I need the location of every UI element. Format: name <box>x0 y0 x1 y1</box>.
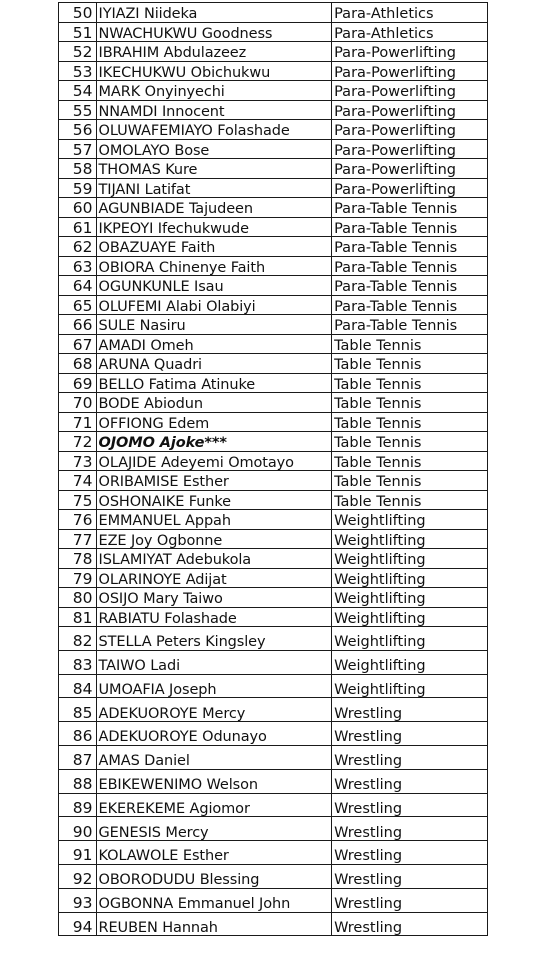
row-number: 74 <box>59 471 97 491</box>
table-row <box>59 42 488 62</box>
athlete-list-body <box>59 3 488 936</box>
row-number: 92 <box>59 864 97 888</box>
table-row <box>59 276 488 296</box>
athlete-name: GENESIS Mercy <box>96 817 332 841</box>
sport-event: Para-Powerlifting <box>332 42 488 62</box>
row-number: 58 <box>59 159 97 179</box>
athlete-name: EZE Joy Ogbonne <box>96 529 332 549</box>
table-row <box>59 139 488 159</box>
row-number: 54 <box>59 81 97 101</box>
row-number: 69 <box>59 373 97 393</box>
athlete-name: ARUNA Quadri <box>96 354 332 374</box>
athlete-name: OGBONNA Emmanuel John <box>96 888 332 912</box>
row-number: 51 <box>59 22 97 42</box>
row-number: 78 <box>59 549 97 569</box>
sport-event: Table Tennis <box>332 490 488 510</box>
row-number: 83 <box>59 650 97 674</box>
table-row <box>59 817 488 841</box>
sport-event: Para-Table Tennis <box>332 295 488 315</box>
row-number: 80 <box>59 588 97 608</box>
row-number: 76 <box>59 510 97 530</box>
table-row <box>59 698 488 722</box>
athlete-name: THOMAS Kure <box>96 159 332 179</box>
athlete-name: OSHONAIKE Funke <box>96 490 332 510</box>
sport-event: Wrestling <box>332 817 488 841</box>
sport-event: Table Tennis <box>332 393 488 413</box>
row-number: 72 <box>59 432 97 452</box>
athlete-name: IKECHUKWU Obichukwu <box>96 61 332 81</box>
row-number: 73 <box>59 451 97 471</box>
row-number: 64 <box>59 276 97 296</box>
table-row <box>59 159 488 179</box>
table-row <box>59 549 488 569</box>
sport-event: Weightlifting <box>332 510 488 530</box>
table-row <box>59 3 488 23</box>
athlete-name: ISLAMIYAT Adebukola <box>96 549 332 569</box>
sport-event: Table Tennis <box>332 334 488 354</box>
table-row <box>59 722 488 746</box>
table-row <box>59 373 488 393</box>
athlete-name: EMMANUEL Appah <box>96 510 332 530</box>
table-row <box>59 912 488 936</box>
row-number: 94 <box>59 912 97 936</box>
sport-event: Wrestling <box>332 793 488 817</box>
athlete-name: ADEKUOROYE Odunayo <box>96 722 332 746</box>
athlete-name: OFFIONG Edem <box>96 412 332 432</box>
athlete-name: ADEKUOROYE Mercy <box>96 698 332 722</box>
row-number: 89 <box>59 793 97 817</box>
sport-event: Weightlifting <box>332 607 488 627</box>
sport-event: Table Tennis <box>332 451 488 471</box>
row-number: 77 <box>59 529 97 549</box>
sport-event: Wrestling <box>332 769 488 793</box>
table-row <box>59 568 488 588</box>
sport-event: Wrestling <box>332 841 488 865</box>
row-number: 71 <box>59 412 97 432</box>
sport-event: Para-Powerlifting <box>332 100 488 120</box>
athlete-name: STELLA Peters Kingsley <box>96 627 332 651</box>
athlete-name: IBRAHIM Abdulazeez <box>96 42 332 62</box>
sport-event: Weightlifting <box>332 549 488 569</box>
table-row <box>59 217 488 237</box>
table-row <box>59 100 488 120</box>
sport-event: Para-Table Tennis <box>332 315 488 335</box>
row-number: 56 <box>59 120 97 140</box>
sport-event: Weightlifting <box>332 650 488 674</box>
table-row <box>59 432 488 452</box>
sport-event: Para-Table Tennis <box>332 198 488 218</box>
sport-event: Para-Powerlifting <box>332 178 488 198</box>
athlete-name: OMOLAYO Bose <box>96 139 332 159</box>
row-number: 86 <box>59 722 97 746</box>
athlete-name: OLAJIDE Adeyemi Omotayo <box>96 451 332 471</box>
row-number: 82 <box>59 627 97 651</box>
row-number: 65 <box>59 295 97 315</box>
athlete-name: NWACHUKWU Goodness <box>96 22 332 42</box>
row-number: 62 <box>59 237 97 257</box>
athlete-name: OGUNKUNLE Isau <box>96 276 332 296</box>
row-number: 57 <box>59 139 97 159</box>
sport-event: Para-Table Tennis <box>332 256 488 276</box>
table-row <box>59 627 488 651</box>
row-number: 85 <box>59 698 97 722</box>
table-row <box>59 315 488 335</box>
table-row <box>59 769 488 793</box>
sport-event: Wrestling <box>332 864 488 888</box>
sport-event: Table Tennis <box>332 373 488 393</box>
sport-event: Wrestling <box>332 698 488 722</box>
table-row <box>59 354 488 374</box>
row-number: 53 <box>59 61 97 81</box>
table-row <box>59 61 488 81</box>
athlete-name: NNAMDI Innocent <box>96 100 332 120</box>
row-number: 59 <box>59 178 97 198</box>
row-number: 81 <box>59 607 97 627</box>
row-number: 55 <box>59 100 97 120</box>
row-number: 68 <box>59 354 97 374</box>
athlete-name: TIJANI Latifat <box>96 178 332 198</box>
athlete-name: OLUFEMI Alabi Olabiyi <box>96 295 332 315</box>
athlete-name: AMADI Omeh <box>96 334 332 354</box>
sport-event: Para-Athletics <box>332 3 488 23</box>
athlete-name: TAIWO Ladi <box>96 650 332 674</box>
table-row <box>59 198 488 218</box>
sport-event: Wrestling <box>332 745 488 769</box>
table-row <box>59 451 488 471</box>
table-row <box>59 412 488 432</box>
sport-event: Wrestling <box>332 722 488 746</box>
sport-event: Table Tennis <box>332 471 488 491</box>
sport-event: Weightlifting <box>332 674 488 698</box>
row-number: 66 <box>59 315 97 335</box>
row-number: 60 <box>59 198 97 218</box>
row-number: 84 <box>59 674 97 698</box>
table-row <box>59 588 488 608</box>
sport-event: Table Tennis <box>332 412 488 432</box>
athlete-name: OBAZUAYE Faith <box>96 237 332 257</box>
sport-event: Table Tennis <box>332 432 488 452</box>
table-row <box>59 529 488 549</box>
athlete-list-table <box>58 2 488 936</box>
row-number: 75 <box>59 490 97 510</box>
table-row <box>59 295 488 315</box>
sport-event: Para-Powerlifting <box>332 139 488 159</box>
athlete-name: OSIJO Mary Taiwo <box>96 588 332 608</box>
sport-event: Para-Athletics <box>332 22 488 42</box>
table-row <box>59 393 488 413</box>
sport-event: Weightlifting <box>332 627 488 651</box>
table-row <box>59 888 488 912</box>
athlete-name: IKPEOYI Ifechukwude <box>96 217 332 237</box>
sport-event: Table Tennis <box>332 354 488 374</box>
row-number: 50 <box>59 3 97 23</box>
row-number: 93 <box>59 888 97 912</box>
athlete-name: EBIKEWENIMO Welson <box>96 769 332 793</box>
table-row <box>59 490 488 510</box>
sport-event: Weightlifting <box>332 588 488 608</box>
sport-event: Para-Powerlifting <box>332 61 488 81</box>
athlete-name: MARK Onyinyechi <box>96 81 332 101</box>
table-row <box>59 471 488 491</box>
athlete-name: RABIATU Folashade <box>96 607 332 627</box>
row-number: 91 <box>59 841 97 865</box>
sport-event: Para-Table Tennis <box>332 237 488 257</box>
row-number: 87 <box>59 745 97 769</box>
table-row <box>59 256 488 276</box>
athlete-name: BODE Abiodun <box>96 393 332 413</box>
table-row <box>59 510 488 530</box>
athlete-name: OBORODUDU Blessing <box>96 864 332 888</box>
row-number: 79 <box>59 568 97 588</box>
sport-event: Para-Powerlifting <box>332 81 488 101</box>
table-row <box>59 864 488 888</box>
sport-event: Para-Table Tennis <box>332 276 488 296</box>
sport-event: Para-Powerlifting <box>332 159 488 179</box>
athlete-name: REUBEN Hannah <box>96 912 332 936</box>
athlete-name: AGUNBIADE Tajudeen <box>96 198 332 218</box>
athlete-name: EKEREKEME Agiomor <box>96 793 332 817</box>
row-number: 90 <box>59 817 97 841</box>
table-row <box>59 334 488 354</box>
sport-event: Wrestling <box>332 912 488 936</box>
table-row <box>59 745 488 769</box>
row-number: 52 <box>59 42 97 62</box>
sport-event: Weightlifting <box>332 529 488 549</box>
athlete-name: OLARINOYE Adijat <box>96 568 332 588</box>
row-number: 61 <box>59 217 97 237</box>
athlete-name: AMAS Daniel <box>96 745 332 769</box>
row-number: 63 <box>59 256 97 276</box>
athlete-name: ORIBAMISE Esther <box>96 471 332 491</box>
row-number: 67 <box>59 334 97 354</box>
row-number: 88 <box>59 769 97 793</box>
table-row <box>59 81 488 101</box>
athlete-name: BELLO Fatima Atinuke <box>96 373 332 393</box>
table-row <box>59 607 488 627</box>
table-row <box>59 793 488 817</box>
athlete-name: SULE Nasiru <box>96 315 332 335</box>
sport-event: Weightlifting <box>332 568 488 588</box>
sport-event: Para-Powerlifting <box>332 120 488 140</box>
table-row <box>59 178 488 198</box>
athlete-name: OJOMO Ajoke*** <box>96 432 332 452</box>
sport-event: Para-Table Tennis <box>332 217 488 237</box>
athlete-name: KOLAWOLE Esther <box>96 841 332 865</box>
table-row <box>59 120 488 140</box>
table-row <box>59 674 488 698</box>
table-row <box>59 841 488 865</box>
athlete-name: IYIAZI Niideka <box>96 3 332 23</box>
table-row <box>59 22 488 42</box>
sport-event: Wrestling <box>332 888 488 912</box>
athlete-name: OBIORA Chinenye Faith <box>96 256 332 276</box>
athlete-name: OLUWAFEMIAYO Folashade <box>96 120 332 140</box>
athlete-name: UMOAFIA Joseph <box>96 674 332 698</box>
table-row <box>59 650 488 674</box>
table-row <box>59 237 488 257</box>
row-number: 70 <box>59 393 97 413</box>
